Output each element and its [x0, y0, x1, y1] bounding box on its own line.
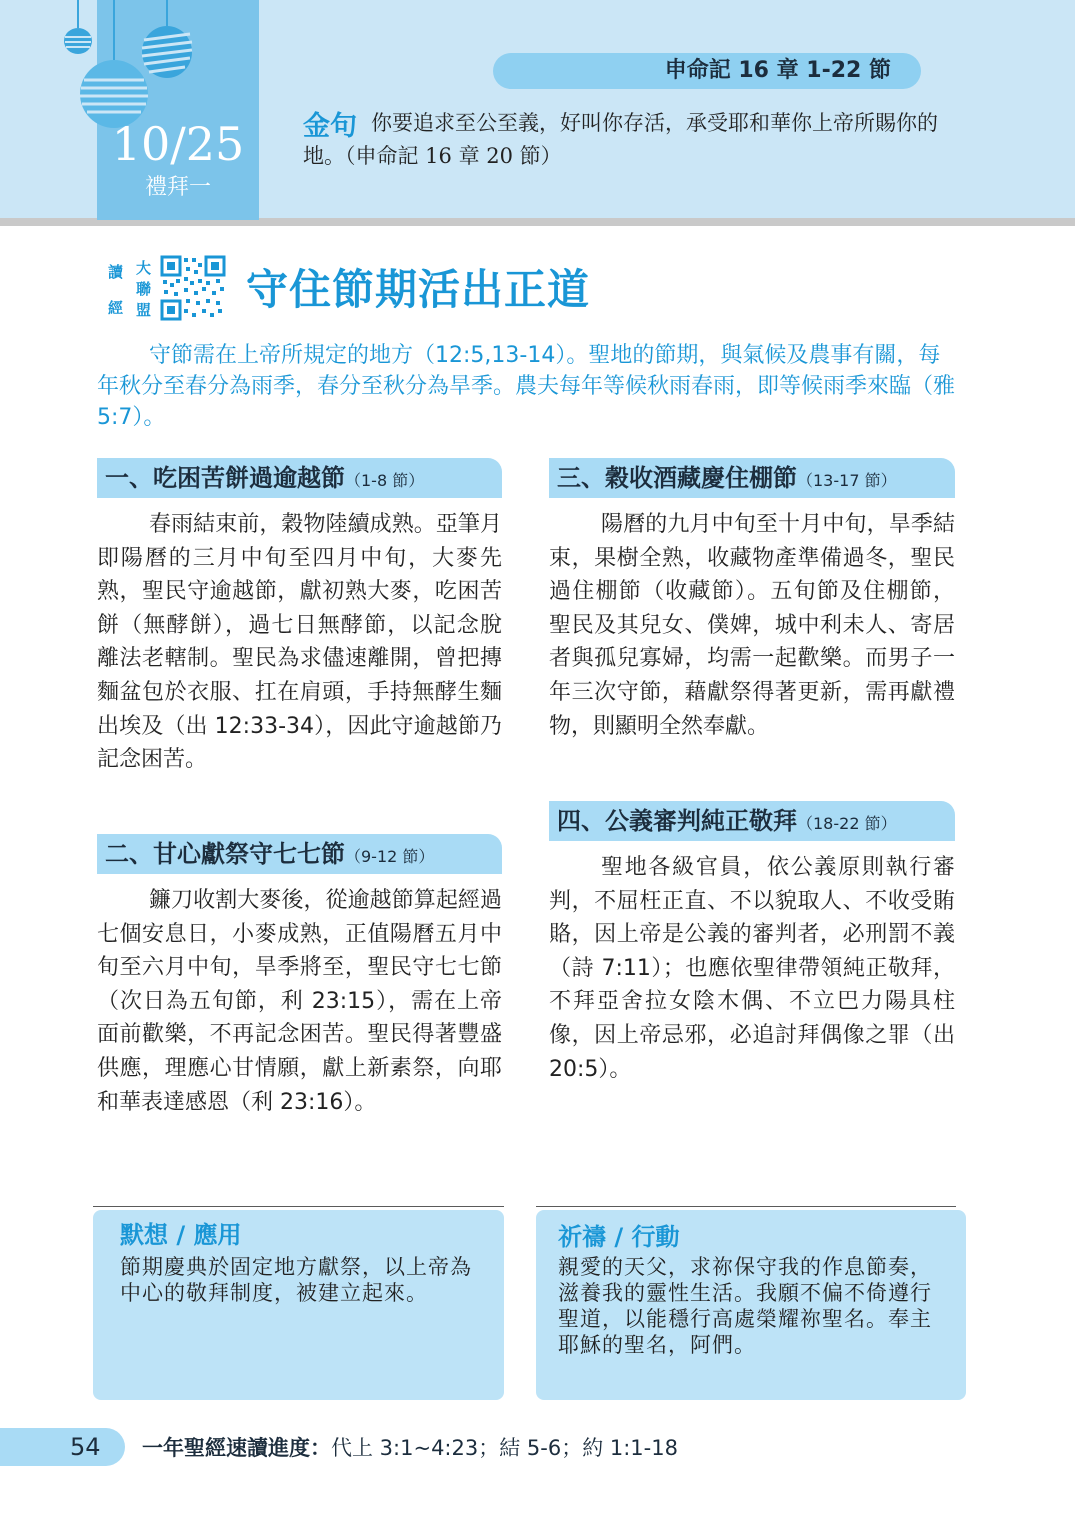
page-number: 54 — [70, 1433, 101, 1461]
prayer-text: 親愛的天父，求祢保守我的作息節奏，滋養我的靈性生活。我願不偏不倚遵行聖道，以能穩行高處榮耀祢聖名。奉主耶穌的聖名，阿們。 — [558, 1255, 932, 1357]
section-body-3: 陽曆的九月中旬至十月中旬，旱季結束，果樹全熟，收藏物產準備過冬，聖民過住棚節（收藏節）。五旬節及住棚節，聖民及其兒女、僕婢，城中利未人、寄居者與孤兒寡婦，均需一起歡樂。而男子一年三次守節，藉獻祭得著更新，需再獻禮物，則顯明全然奉獻。 — [549, 512, 955, 739]
weekday: 禮拜一 — [144, 175, 211, 200]
series-char: 大 — [136, 259, 152, 277]
section-range: （9-12 節） — [345, 847, 435, 866]
series-char: 聯 — [136, 280, 152, 298]
section-heading-4: 四、公義審判純正敬拜（18-22 節） — [549, 801, 955, 841]
meditation-text: 節期慶典於固定地方獻祭，以上帝為中心的敬拜制度，被建立起來。 — [120, 1255, 472, 1305]
intro-paragraph: 守節需在上帝所規定的地方（12:5,13-14）。聖地的節期，與氣候及農事有關，每年秋分至春分為雨季，春分至秋分為旱季。農夫每年等候秋雨春雨，即等候雨季來臨（雅 5:7）。 — [97, 343, 956, 430]
ornament-string — [166, 0, 168, 26]
page-number-tab — [0, 1428, 125, 1466]
section-range: （1-8 節） — [345, 471, 425, 490]
section-range: （18-22 節） — [797, 814, 897, 833]
section-body-4: 聖地各級官員，依公義原則執行審判，不屈枉正直、不以貌取人、不收受賄賂，因上帝是公義的審判者，必刑罰不義（詩 7:11）；也應依聖律帶領純正敬拜，不拜亞舍拉女陰木偶、不立巴力陽具柱像，因上帝忌邪，必追討拜偶像之罪（出 20:5）。 — [549, 855, 955, 1082]
ornament-medium-icon — [140, 24, 194, 80]
section-heading-3: 三、穀收酒藏慶住棚節（13-17 節） — [549, 458, 955, 498]
meditation-title: 默想 / 應用 — [120, 1221, 242, 1249]
prayer-title: 祈禱 / 行動 — [558, 1223, 680, 1251]
series-char: 讀 — [108, 263, 124, 281]
scripture-reference: 申命記 16 章 1-22 節 — [664, 58, 891, 83]
ornament-small-icon — [62, 26, 94, 56]
box-rule — [93, 1206, 504, 1207]
series-char: 經 — [108, 299, 124, 317]
section-range: （13-17 節） — [797, 471, 897, 490]
qr-code-icon[interactable] — [160, 255, 226, 321]
series-label — [104, 258, 162, 324]
section-heading-2: 二、甘心獻祭守七七節（9-12 節） — [97, 834, 502, 874]
ornament-string — [113, 0, 115, 60]
section-body-2: 鐮刀收割大麥後，從逾越節算起經過七個安息日，小麥成熟，正值陽曆五月中旬至六月中旬，旱季將至，聖民守七七節（次日為五旬節，利 23:15），需在上帝面前歡樂，不再記念困苦。聖民得著豐盛供應，理應心甘情願，獻上新素祭，向耶和華表達感恩（利 23:16）。 — [97, 888, 502, 1115]
box-rule — [536, 1206, 956, 1207]
reading-progress — [142, 1428, 678, 1468]
section-heading-1: 一、吃困苦餅過逾越節（1-8 節） — [97, 458, 502, 498]
ornament-string — [77, 0, 79, 28]
progress-text: 代上 3:1~4:23；結 5-6；約 1:1-18 — [331, 1436, 678, 1460]
key-verse-text: 你要追求至公至義，好叫你存活，承受耶和華你上帝所賜你的地。（申命記 16 章 20 節） — [303, 111, 938, 168]
series-char: 盟 — [136, 301, 152, 319]
page-title: 守住節期活出正道 — [246, 265, 591, 314]
date: 10/25 — [111, 117, 245, 171]
progress-label: 一年聖經速讀進度： — [142, 1436, 331, 1460]
key-verse-label: 金句 — [303, 111, 357, 142]
section-body-1: 春雨結束前，穀物陸續成熟。亞筆月即陽曆的三月中旬至四月中旬，大麥先熟，聖民守逾越節，獻初熟大麥，吃困苦餅（無酵餅），過七日無酵節，以記念脫離法老轄制。聖民為求儘速離開，曾把摶麵盆包於衣服、扛在肩頭，手持無酵生麵出埃及（出 12:33-34），因此守逾越節乃記念困苦。 — [97, 512, 502, 773]
